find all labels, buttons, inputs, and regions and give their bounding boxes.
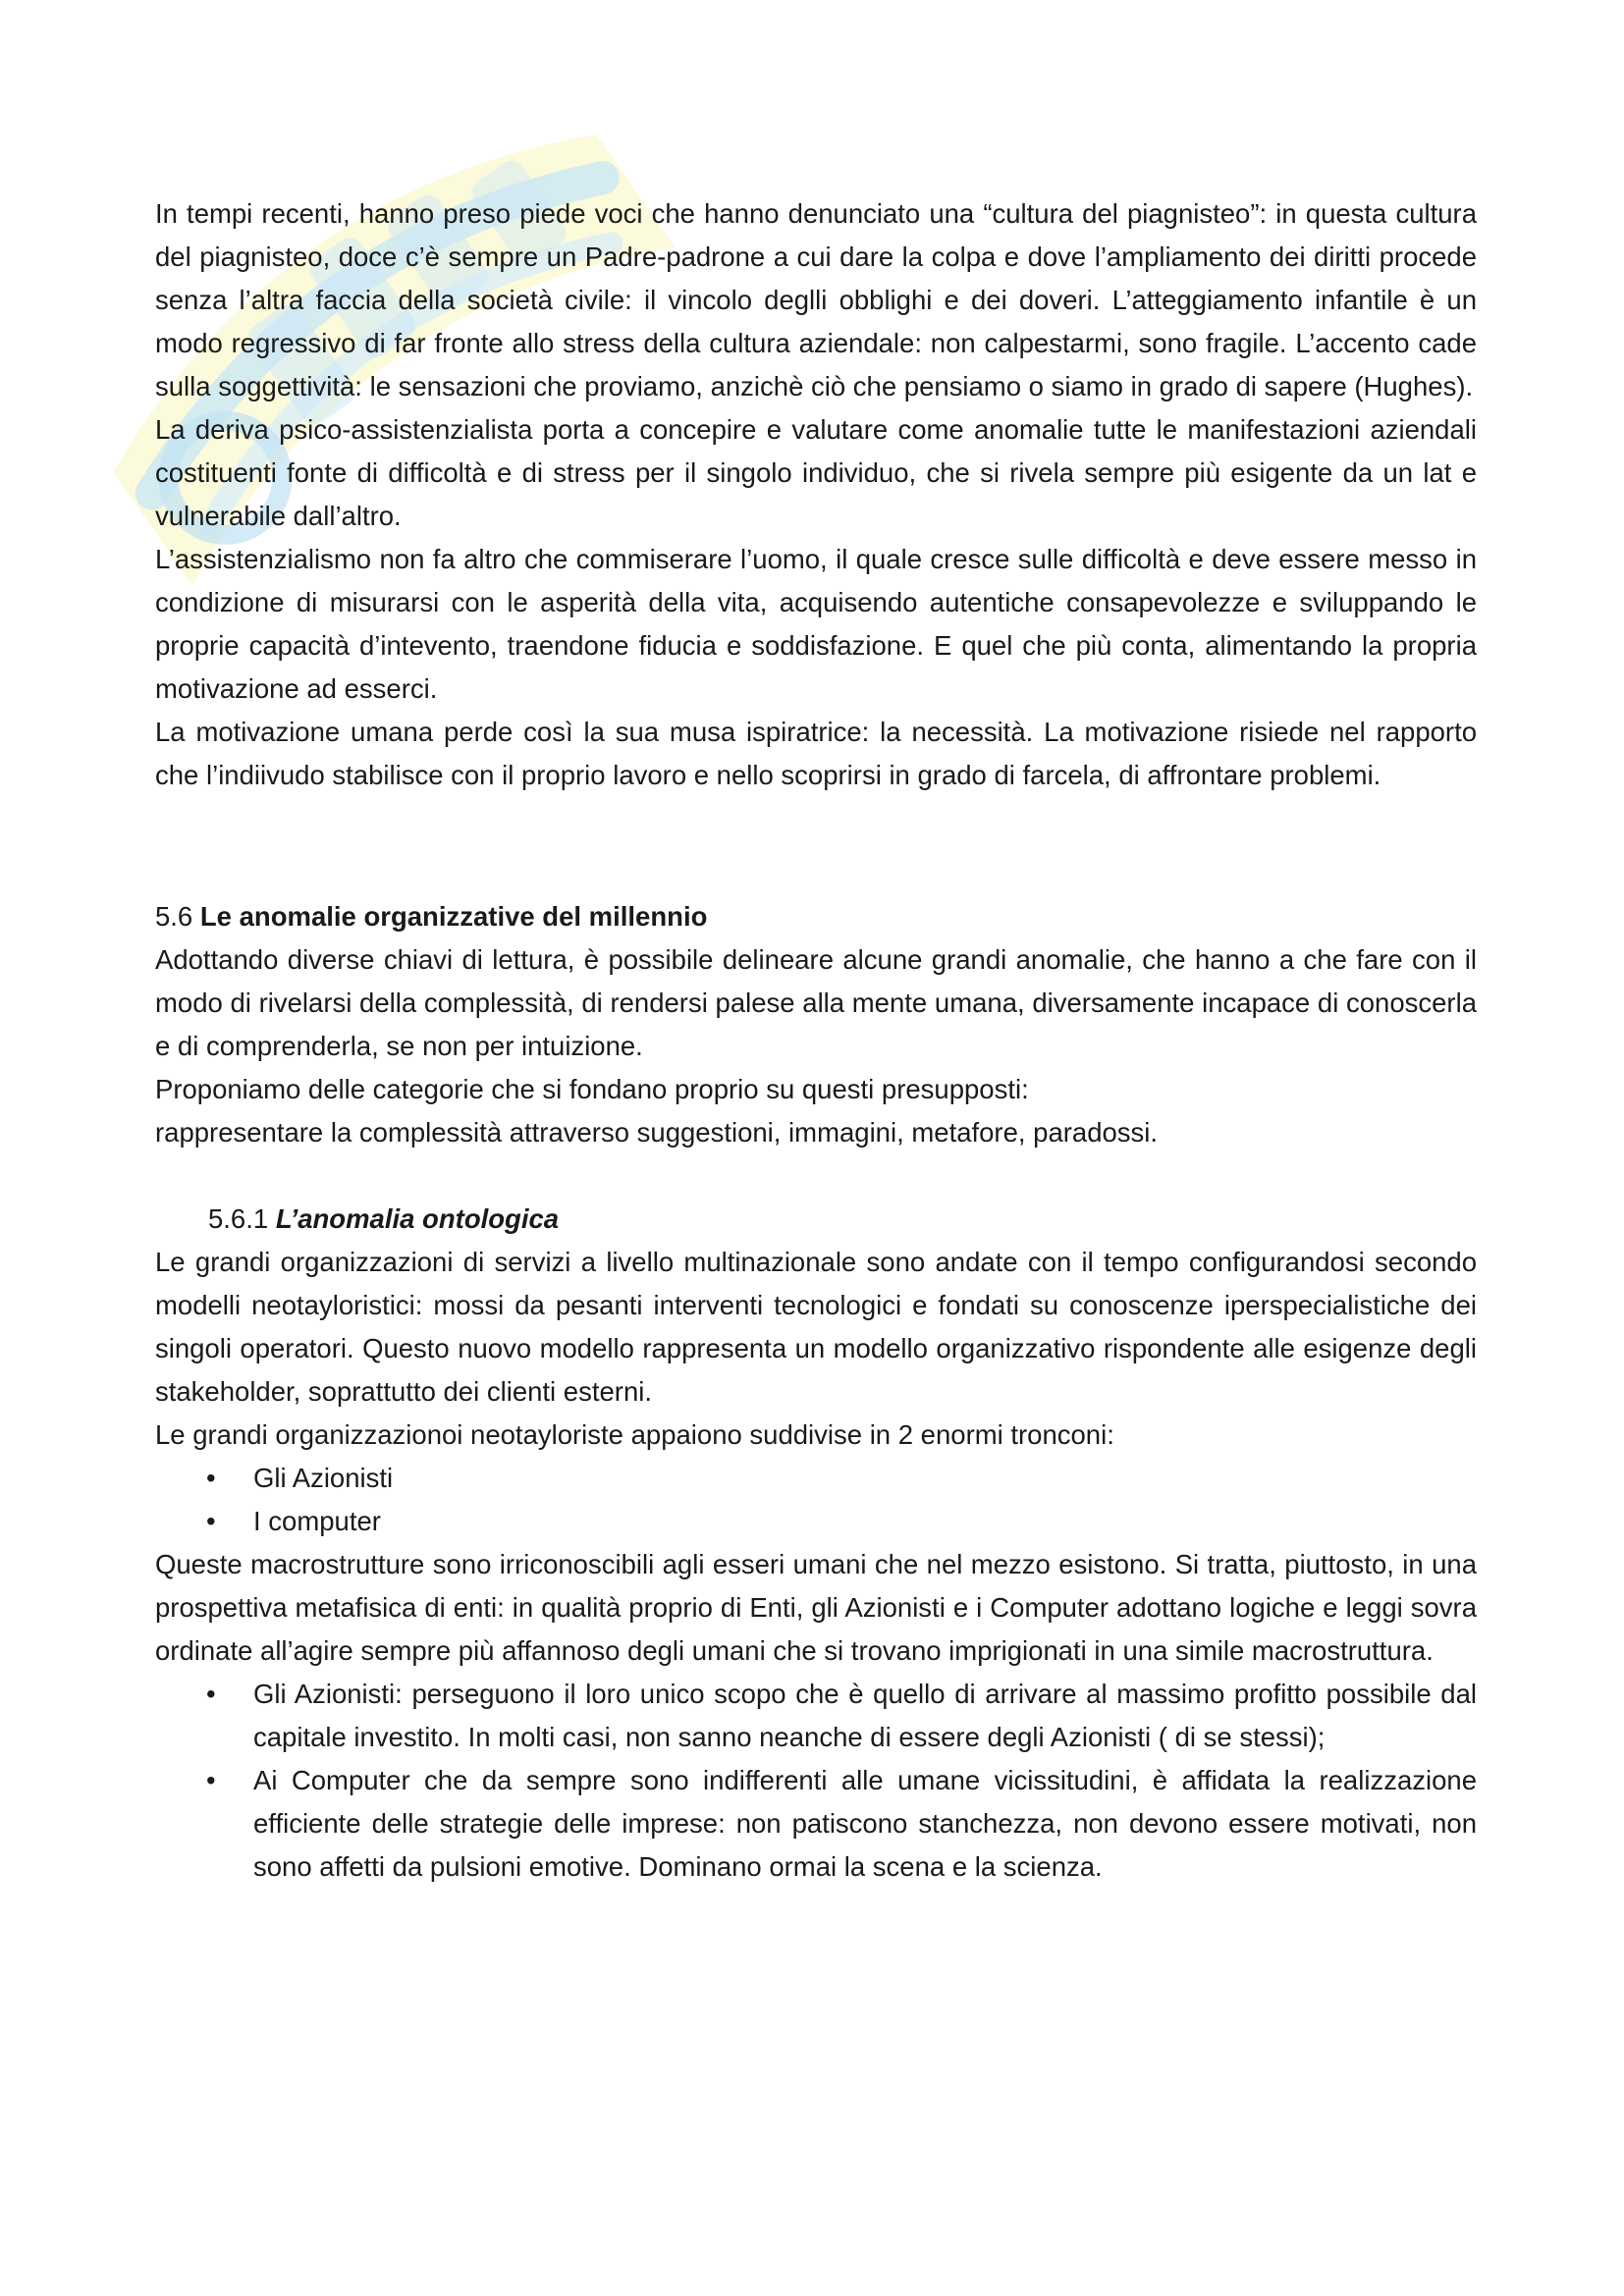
list-item [155, 1759, 1477, 1889]
section-heading [155, 895, 1477, 938]
section-number: 5.6 [155, 901, 193, 932]
subsection-number: 5.6.1 [208, 1203, 269, 1234]
spacer [155, 1154, 1477, 1198]
section-paragraph-2: Proponiamo delle categorie che si fondano proprio su questi presupposti: [155, 1074, 1029, 1104]
subsection-title: L’anomalia ontologica [275, 1203, 560, 1234]
list-item [155, 1673, 1477, 1759]
bullet-list-descriptions [155, 1673, 1477, 1889]
intro-paragraph-2: La deriva psico-assistenzialista porta a concepire e valutare come anomalie tutte le manifestazioni aziendali costituenti fonte di difficoltà e di stress per il singolo individuo, che si rivela sempre più esigente da un lat e vulnerabile dall’altro. [155, 414, 1477, 531]
bullet-icon: • [206, 1765, 216, 1795]
bullet-icon: • [206, 1679, 216, 1709]
list-item-text: I computer [253, 1506, 381, 1536]
list-item-text: Gli Azionisti [253, 1463, 394, 1493]
subsection-paragraph-1: Le grandi organizzazioni di servizi a livello multinazionale sono andate con il tempo configurandosi secondo modelli neotayloristici: mossi da pesanti interventi tecnologici e fondati su conoscenze iperspecialistiche dei singoli operatori. Questo nuovo modello rappresenta un modello organizzativo rispondente alle esigenze degli stakeholder, soprattutto dei clienti esterni. [155, 1247, 1477, 1407]
bullet-icon: • [206, 1463, 216, 1493]
subsection-heading [155, 1198, 1477, 1241]
list-item-text: Gli Azionisti: perseguono il loro unico scopo che è quello di arrivare al massimo profitto possibile dal capitale investito. In molti casi, non sanno neanche di essere degli Azionisti ( di se stessi); [253, 1679, 1477, 1752]
spacer [155, 797, 1477, 895]
list-item-text: Ai Computer che da sempre sono indifferenti alle umane vicissitudini, è affidata la realizzazione efficiente delle strategie delle imprese: non patiscono stanchezza, non devono essere motivati, non sono affetti da pulsioni emotive. Dominano ormai la scena e la scienza. [253, 1765, 1477, 1882]
subsection-paragraph-3: Queste macrostrutture sono irriconoscibili agli esseri umani che nel mezzo esistono. Si tratta, piuttosto, in una prospettiva metafisica di enti: in qualità proprio di Enti, gli Azionisti e i Computer adottano logiche e leggi sovra ordinate all’agire sempre più affannoso degli umani che si trovano imprigionati in una simile macrostruttura. [155, 1549, 1477, 1666]
list-item [155, 1457, 1477, 1500]
intro-paragraph-3: L’assistenzialismo non fa altro che commiserare l’uomo, il quale cresce sulle difficoltà e deve essere messo in condizione di misurarsi con le asperità della vita, acquisendo autentiche consapevolezze e sviluppando le proprie capacità d’intevento, traendone fiducia e soddisfazione. E quel che più conta, alimentando la propria motivazione ad esserci. [155, 544, 1477, 704]
bullet-list-entities [155, 1457, 1477, 1543]
intro-paragraph-4: La motivazione umana perde così la sua musa ispiratrice: la necessità. La motivazione risiede nel rapporto che l’indiivudo stabilisce con il proprio lavoro e nello scoprirsi in grado di farcela, di affrontare problemi. [155, 717, 1477, 790]
subsection-paragraph-2: Le grandi organizzazionoi neotayloriste appaiono suddivise in 2 enormi tronconi: [155, 1419, 1114, 1450]
section-title: Le anomalie organizzative del millennio [199, 901, 708, 932]
section-paragraph-3: rappresentare la complessità attraverso suggestioni, immagini, metafore, paradossi. [155, 1117, 1159, 1148]
intro-paragraph-1: In tempi recenti, hanno preso piede voci che hanno denunciato una “cultura del piagnisteo”: in questa cultura del piagnisteo, doce c’è sempre un Padre-padrone a cui dare la colpa e dove l’ampliamento dei diritti procede senza l’altra faccia della società civile: il vincolo deglli obblighi e dei doveri. L’atteggiamento infantile è un modo regressivo di far fronte allo stress della cultura aziendale: non calpestarmi, sono fragile. L’accento cade sulla soggettività: le sensazioni che proviamo, anzichè ciò che pensiamo o siamo in grado di sapere (Hughes). [155, 198, 1477, 401]
section-paragraph-1: Adottando diverse chiavi di lettura, è possibile delineare alcune grandi anomalie, che hanno a che fare con il modo di rivelarsi della complessità, di rendersi palese alla mente umana, diversamente incapace di conoscerla e di comprenderla, se non per intuizione. [155, 944, 1477, 1061]
list-item [155, 1500, 1477, 1543]
document-body [155, 192, 1477, 1889]
bullet-icon: • [206, 1506, 216, 1536]
